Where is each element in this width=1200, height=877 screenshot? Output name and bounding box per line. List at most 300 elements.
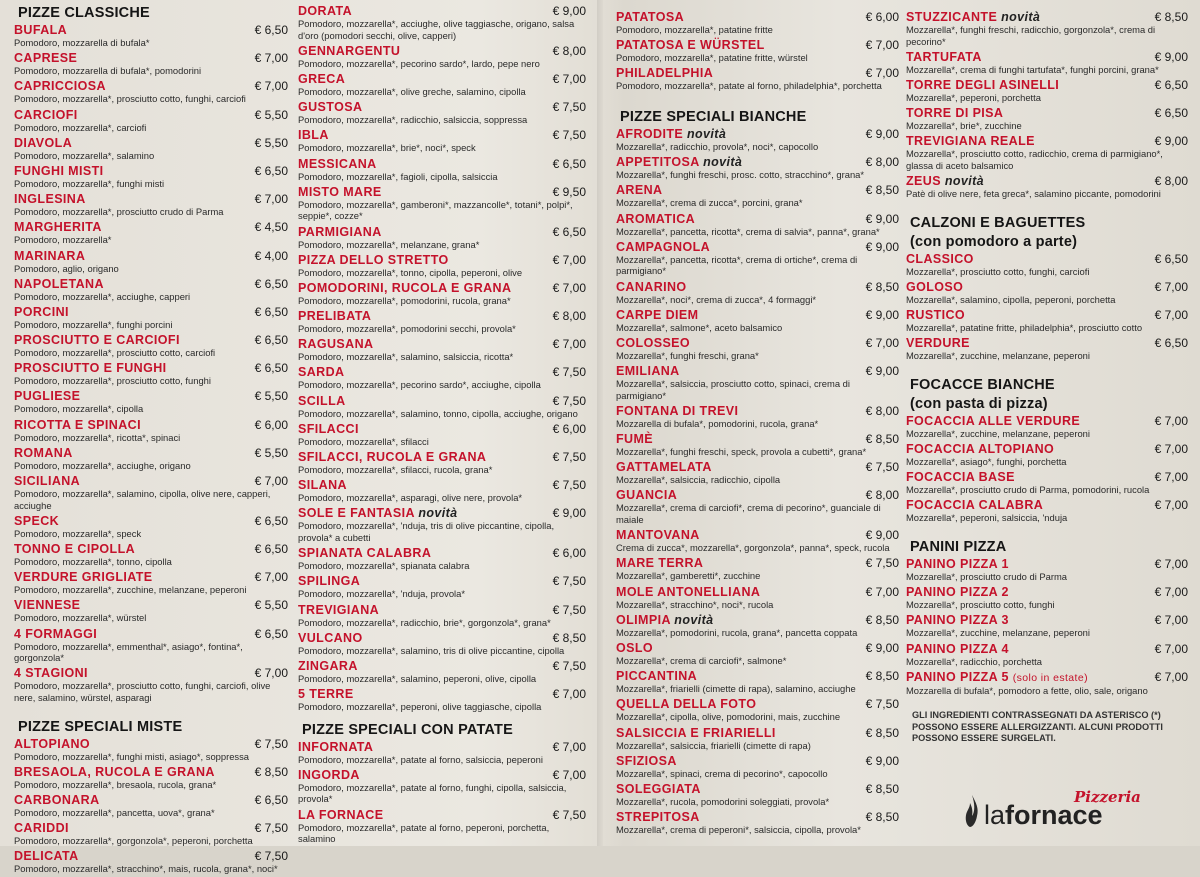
item-name: PROSCIUTTO E CARCIOFI xyxy=(14,333,180,348)
item-ingredients: Pomodoro, mozzarella*, sfilacci xyxy=(298,435,429,447)
menu-item xyxy=(298,225,586,251)
item-ingredients: Pomodoro, mozzarella*, patate al forno, philadelphia*, porchetta xyxy=(616,80,882,92)
item-price: € 6,00 xyxy=(552,546,586,561)
item-ingredients: Mozzarella*, pancetta, ricotta*, crema di ortiche*, crema di parmigiano* xyxy=(616,253,858,277)
item-name-line xyxy=(616,240,899,254)
menu-item xyxy=(616,613,899,639)
menu-column-4 xyxy=(906,10,1188,745)
item-name: PANINO PIZZA 5 xyxy=(906,669,1009,684)
item-ingredients: Pomodoro, mozzarella*, funghi misti xyxy=(14,177,165,189)
item-price: € 7,50 xyxy=(552,100,586,115)
item-ingredients: Mozzarella*, funghi freschi, grana* xyxy=(616,349,759,361)
item-name-line xyxy=(616,726,899,740)
item-price: € 7,50 xyxy=(552,574,586,589)
item-name-line xyxy=(906,613,1188,627)
item-name: ZEUS xyxy=(906,174,941,189)
item-price: € 7,50 xyxy=(254,736,288,751)
item-name: PANINO PIZZA 2 xyxy=(906,585,1009,600)
item-price: € 9,00 xyxy=(865,753,899,768)
item-name: PROSCIUTTO E FUNGHI xyxy=(14,361,167,376)
item-name: INGLESINA xyxy=(14,192,86,207)
item-price: € 7,00 xyxy=(1154,669,1188,684)
item-name-line xyxy=(14,418,288,432)
item-name-line xyxy=(14,108,288,122)
item-name: ARENA xyxy=(616,183,663,198)
item-name-line xyxy=(14,277,288,291)
item-name: MESSICANA xyxy=(298,156,377,171)
item-name: DORATA xyxy=(298,4,353,18)
item-name: CARPE DIEM xyxy=(616,307,699,322)
item-name: PUGLIESE xyxy=(14,389,81,404)
menu-item xyxy=(616,336,899,362)
item-name-line xyxy=(14,821,288,835)
item-ingredients: Pomodoro, mozzarella*, peperoni, olive taggiasche, cipolla xyxy=(298,701,542,713)
item-price: € 8,50 xyxy=(865,183,899,198)
item-name-line xyxy=(906,252,1188,266)
menu-item xyxy=(14,333,288,359)
item-name: PIZZA DELLO STRETTO xyxy=(298,252,449,267)
item-name-line xyxy=(14,598,288,612)
item-name: EMILIANA xyxy=(616,364,680,379)
menu-item xyxy=(14,514,288,540)
item-price: € 6,50 xyxy=(254,276,288,291)
menu-item xyxy=(616,460,899,486)
menu-item xyxy=(298,394,586,420)
item-ingredients: Pomodoro, mozzarella*, 'nduja, tris di olive piccantine, cipolla, provola* a cubetti xyxy=(298,520,555,543)
item-price: € 6,50 xyxy=(552,156,586,171)
item-ingredients: Pomodoro, mozzarella*, bresaola, rucola, grana* xyxy=(14,778,217,790)
page-fold xyxy=(597,0,603,846)
item-price: € 8,50 xyxy=(865,669,899,684)
item-name-line xyxy=(298,72,586,86)
menu-item xyxy=(14,220,288,246)
item-name-line xyxy=(616,38,899,52)
item-price: € 7,50 xyxy=(254,821,288,836)
menu-item xyxy=(616,364,899,401)
item-price: € 7,00 xyxy=(865,584,899,599)
item-ingredients: Pomodoro, mozzarella*, asparagi, olive nere, provola* xyxy=(298,492,523,504)
menu-item xyxy=(906,470,1188,496)
menu-item xyxy=(298,603,586,629)
menu-item xyxy=(616,38,899,64)
item-ingredients: Pomodoro, mozzarella*, funghi misti, asiago*, soppressa xyxy=(14,750,250,762)
item-ingredients: Pomodoro, mozzarella*, tonno, cipolla, peperoni, olive xyxy=(298,266,523,278)
item-ingredients: Mozzarella*, zucchine, melanzane, peperoni xyxy=(906,627,1090,639)
item-ingredients: Mozzarella*, radicchio, porchetta xyxy=(906,655,1043,667)
menu-item xyxy=(906,78,1188,104)
item-name: AFRODITE xyxy=(616,126,684,141)
menu-column-1 xyxy=(14,2,288,877)
item-name: DIAVOLA xyxy=(14,135,73,150)
item-name-line xyxy=(298,546,586,560)
item-price: € 9,00 xyxy=(1154,49,1188,64)
item-ingredients: Pomodoro, mozzarella*, pomodorini secchi, provola* xyxy=(298,323,516,335)
item-ingredients: Pomodoro, mozzarella*, speck xyxy=(14,527,142,539)
menu-item xyxy=(616,155,899,181)
item-tag: (solo in estate) xyxy=(1012,671,1088,684)
item-name: PRELIBATA xyxy=(298,309,372,324)
item-tag: novità xyxy=(674,612,714,627)
item-ingredients: Patè di olive nere, feta greca*, salamino piccante, pomodorini xyxy=(906,188,1161,200)
item-ingredients: Pomodoro, mozzarella*, acciughe, origano xyxy=(14,459,191,471)
item-name: GENNARGENTU xyxy=(298,43,401,58)
item-name: SPIANATA CALABRA xyxy=(298,546,432,561)
item-ingredients: Pomodoro, mozzarella*, stracchino*, mais, rucola, grana*, noci* xyxy=(14,863,278,875)
item-price: € 6,00 xyxy=(865,10,899,24)
item-price: € 6,50 xyxy=(254,304,288,319)
item-name: PARMIGIANA xyxy=(298,224,382,239)
item-tag: novità xyxy=(418,506,458,521)
item-name: VULCANO xyxy=(298,630,363,645)
item-ingredients: Pomodoro, mozzarella di bufala* xyxy=(14,37,150,48)
item-name-line xyxy=(14,220,288,234)
item-ingredients: Mozzarella*, funghi freschi, prosc. cotto, stracchino*, grana* xyxy=(616,169,865,181)
item-price: € 7,50 xyxy=(552,450,586,464)
menu-item xyxy=(14,361,288,387)
logo-tagline: Pizzeria xyxy=(1074,788,1141,806)
item-name: PORCINI xyxy=(14,304,69,319)
item-ingredients: Mozzarella*, noci*, crema di zucca*, 4 formaggi* xyxy=(616,293,817,305)
item-name: GATTAMELATA xyxy=(616,460,712,475)
item-name-line xyxy=(616,460,899,474)
menu-item xyxy=(298,128,586,154)
item-name: SPECK xyxy=(14,513,60,528)
item-name-line xyxy=(906,470,1188,484)
item-name: MANTOVANA xyxy=(616,528,700,543)
item-price: € 6,50 xyxy=(254,513,288,528)
menu-item xyxy=(298,281,586,307)
menu-item xyxy=(14,793,288,819)
menu-item xyxy=(616,240,899,277)
pizzeria-logo xyxy=(964,788,1164,838)
item-ingredients: Pomodoro, mozzarella*, prosciutto cotto, funghi xyxy=(14,375,211,387)
item-name-line xyxy=(616,810,899,824)
item-price: € 7,00 xyxy=(254,192,288,207)
item-price: € 8,00 xyxy=(1154,174,1188,189)
item-name-line xyxy=(616,432,899,446)
item-price: € 7,50 xyxy=(865,460,899,475)
item-ingredients: Pomodoro, mozzarella*, gorgonzola*, peperoni, porchetta xyxy=(14,835,253,847)
menu-item xyxy=(14,305,288,331)
section-title: PIZZE CLASSICHE xyxy=(18,5,150,21)
item-price: € 7,00 xyxy=(552,767,586,782)
item-price: € 7,00 xyxy=(1154,308,1188,323)
item-ingredients: Pomodoro, mozzarella*, emmenthal*, asiago*, fontina*, gorgonzola* xyxy=(14,640,243,664)
item-name: 4 FORMAGGI xyxy=(14,626,98,641)
item-name-line xyxy=(14,542,288,556)
item-name-line xyxy=(616,155,899,169)
item-ingredients: Pomodoro, mozzarella*, acciughe, olive taggiasche, origano, salsa d'oro (pomodori secchi, olive, capperi) xyxy=(298,18,575,41)
item-name-line xyxy=(906,174,1188,188)
item-name-line xyxy=(298,100,586,114)
item-tag: novità xyxy=(944,174,985,189)
item-name-line xyxy=(298,309,586,323)
menu-item xyxy=(14,821,288,847)
menu-item xyxy=(298,659,586,685)
item-name-line xyxy=(906,308,1188,322)
item-name: MARE TERRA xyxy=(616,556,704,571)
menu-item xyxy=(298,478,586,504)
item-name-line xyxy=(298,631,586,645)
item-ingredients: Pomodoro, mozzarella*, pancetta, uova*, grana* xyxy=(14,806,215,818)
menu-item xyxy=(298,72,586,98)
item-name-line xyxy=(616,782,899,796)
item-name-line xyxy=(14,192,288,206)
item-name: SALSICCIA E FRIARIELLI xyxy=(616,725,776,740)
item-price: € 6,50 xyxy=(1154,106,1188,121)
item-ingredients: Pomodoro, mozzarella*, tonno, cipolla xyxy=(14,555,172,567)
menu-item xyxy=(298,450,586,476)
item-name: PHILADELPHIA xyxy=(616,66,714,81)
item-price: € 7,00 xyxy=(1154,557,1188,572)
item-name: GOLOSO xyxy=(906,279,964,294)
item-ingredients: Pomodoro, mozzarella*, radicchio, brie*, gorgonzola*, grana* xyxy=(298,616,551,628)
item-name: FUMÈ xyxy=(616,432,654,447)
item-name-line xyxy=(616,308,899,322)
item-name: BUFALA xyxy=(14,23,68,37)
item-name: FUNGHI MISTI xyxy=(14,163,104,178)
item-price: € 9,00 xyxy=(1154,134,1188,149)
item-name-line xyxy=(906,106,1188,120)
item-name-line xyxy=(616,613,899,627)
item-name-line xyxy=(906,585,1188,599)
item-name-line xyxy=(298,157,586,171)
item-name-line xyxy=(906,557,1188,571)
menu-item xyxy=(298,808,586,845)
item-name-line xyxy=(14,666,288,680)
item-ingredients: Pomodoro, mozzarella*, olive greche, salamino, cipolla xyxy=(298,85,526,97)
item-name-line xyxy=(616,280,899,294)
item-name: IBLA xyxy=(298,128,329,143)
menu-item xyxy=(14,849,288,875)
item-name-line xyxy=(14,79,288,93)
item-ingredients: Pomodoro, mozzarella*, sfilacci, rucola, grana* xyxy=(298,464,493,475)
item-ingredients: Mozzarella*, gamberetti*, zucchine xyxy=(616,570,761,582)
item-name-line xyxy=(616,697,899,711)
item-name: QUELLA DELLA FOTO xyxy=(616,697,757,712)
item-ingredients: Mozzarella*, zucchine, melanzane, peperoni xyxy=(906,350,1090,362)
item-name-line xyxy=(14,793,288,807)
item-price: € 7,00 xyxy=(1154,613,1188,628)
item-name-line xyxy=(14,51,288,65)
item-ingredients: Pomodoro, mozzarella*, prosciutto crudo di Parma xyxy=(14,206,224,218)
item-name: PANINO PIZZA 1 xyxy=(906,557,1009,572)
item-name: CARCIOFI xyxy=(14,107,78,122)
item-name-line xyxy=(298,185,586,199)
item-price: € 9,00 xyxy=(865,528,899,543)
item-price: € 7,50 xyxy=(865,556,899,571)
item-ingredients: Mozzarella*, salmone*, aceto balsamico xyxy=(616,321,783,333)
menu-item xyxy=(298,253,586,279)
item-price: € 6,50 xyxy=(1154,251,1188,266)
item-name: CANARINO xyxy=(616,279,687,294)
item-price: € 9,00 xyxy=(865,239,899,254)
item-name-line xyxy=(298,128,586,142)
item-name-line xyxy=(298,4,586,18)
item-price: € 5,50 xyxy=(254,107,288,122)
item-name-line xyxy=(616,10,899,24)
item-ingredients: Mozzarella di bufala*, pomodoro a fette, olio, sale, origano xyxy=(906,684,1148,696)
item-name: FOCACCIA ALLE VERDURE xyxy=(906,413,1081,428)
item-ingredients: Pomodoro, mozzarella*, salamino, peperoni, olive, cipolla xyxy=(298,672,537,684)
item-name: VERDURE GRIGLIATE xyxy=(14,570,153,585)
item-tag: novità xyxy=(686,126,727,141)
menu-item xyxy=(616,432,899,458)
item-name-line xyxy=(298,574,586,588)
item-price: € 8,50 xyxy=(865,279,899,294)
menu-item xyxy=(906,252,1188,278)
item-name-line xyxy=(906,642,1188,656)
item-ingredients: Crema di zucca*, mozzarella*, gorgonzola*, panna*, speck, rucola xyxy=(616,542,890,554)
item-name: RICOTTA E SPINACI xyxy=(14,417,141,432)
item-name: MARGHERITA xyxy=(14,220,102,235)
menu-item xyxy=(14,136,288,162)
menu-item xyxy=(14,474,288,511)
item-name: MOLE ANTONELLIANA xyxy=(616,584,761,599)
item-tag: novità xyxy=(1001,10,1041,24)
item-name-line xyxy=(14,164,288,178)
item-name-line xyxy=(298,44,586,58)
item-price: € 7,00 xyxy=(1154,498,1188,513)
menu-item xyxy=(298,546,586,572)
menu-item xyxy=(616,782,899,808)
item-name: SOLE E FANTASIA xyxy=(298,506,415,521)
item-name-line xyxy=(14,136,288,150)
item-tag: novità xyxy=(703,155,743,170)
item-price: € 8,50 xyxy=(865,725,899,740)
section-subtitle: (con pasta di pizza) xyxy=(910,395,1048,412)
item-ingredients: Pomodoro, mozzarella*, pomodorini, rucola, grana* xyxy=(298,294,511,306)
menu-item xyxy=(616,697,899,723)
item-name-line xyxy=(14,305,288,319)
item-name-line xyxy=(14,627,288,641)
item-name: DELICATA xyxy=(14,849,79,864)
item-name: SOLEGGIATA xyxy=(616,781,701,796)
item-ingredients: Pomodoro, mozzarella*, salamino, tonno, cipolla, acciughe, origano xyxy=(298,407,578,419)
item-ingredients: Mozzarella*, salsiccia, prosciutto cotto, spinaci, crema di parmigiano* xyxy=(616,378,850,401)
item-name-line xyxy=(14,514,288,528)
item-name-line xyxy=(616,488,899,502)
item-ingredients: Pomodoro, mozzarella*, patate al forno, salsiccia, peperoni xyxy=(298,753,543,765)
menu-item xyxy=(616,641,899,667)
item-name: INFORNATA xyxy=(298,739,374,754)
item-ingredients: Mozzarella*, salsiccia, friarielli (cimette di rapa) xyxy=(616,739,811,751)
item-price: € 7,50 xyxy=(552,478,586,493)
item-ingredients: Mozzarella*, brie*, zucchine xyxy=(906,120,1022,132)
item-price: € 7,00 xyxy=(254,474,288,488)
item-ingredients: Pomodoro, mozzarella*, pecorino sardo*, lardo, pepe nero xyxy=(298,57,540,69)
item-price: € 8,00 xyxy=(552,43,586,58)
item-ingredients: Mozzarella*, asiago*, funghi, porchetta xyxy=(906,456,1067,468)
item-name-line xyxy=(906,442,1188,456)
item-name-line xyxy=(616,754,899,768)
menu-item xyxy=(906,174,1188,200)
item-name-line xyxy=(906,134,1188,148)
item-price: € 8,50 xyxy=(552,630,586,645)
menu-item xyxy=(298,740,586,766)
item-ingredients: Mozzarella*, stracchino*, noci*, rucola xyxy=(616,598,774,610)
item-price: € 6,50 xyxy=(1154,336,1188,351)
menu-item xyxy=(14,570,288,596)
menu-item xyxy=(14,666,288,703)
menu-item xyxy=(298,687,586,713)
item-price: € 7,00 xyxy=(1154,413,1188,428)
menu-item xyxy=(906,414,1188,440)
item-ingredients: Mozzarella*, zucchine, melanzane, peperoni xyxy=(906,427,1090,439)
item-name: ROMANA xyxy=(14,445,73,460)
item-name: STUZZICANTE xyxy=(906,10,998,24)
item-name-line xyxy=(906,78,1188,92)
menu-item xyxy=(298,100,586,126)
item-ingredients: Pomodoro, mozzarella*, 'nduja, provola* xyxy=(298,588,465,600)
item-name-line xyxy=(298,808,586,822)
item-price: € 7,50 xyxy=(552,602,586,617)
item-ingredients: Mozzarella di bufala*, pomodorini, rucola, grana* xyxy=(616,417,819,429)
item-ingredients: Pomodoro, mozzarella*, radicchio, salsiccia, soppressa xyxy=(298,114,528,126)
item-name-line xyxy=(298,365,586,379)
menu-column-2 xyxy=(298,4,586,847)
menu-item xyxy=(906,670,1188,697)
menu-item xyxy=(616,585,899,611)
item-name-line xyxy=(616,556,899,570)
item-price: € 8,50 xyxy=(254,764,288,779)
item-name-line xyxy=(616,404,899,418)
item-name: MARINARA xyxy=(14,248,86,263)
item-ingredients: Mozzarella*, funghi freschi, radicchio, gorgonzola*, crema di pecorino* xyxy=(906,24,1156,47)
item-price: € 7,00 xyxy=(1154,470,1188,485)
menu-item xyxy=(906,613,1188,639)
item-ingredients: Pomodoro, mozzarella*, fagioli, cipolla, salsiccia xyxy=(298,170,498,182)
item-name: ALTOPIANO xyxy=(14,736,91,751)
item-ingredients: Mozzarella*, pancetta, ricotta*, crema di salvia*, panna*, grana* xyxy=(616,225,880,237)
item-ingredients: Pomodoro, mozzarella*, patatine fritte xyxy=(616,24,773,35)
item-ingredients: Mozzarella*, prosciutto crudo di Parma, pomodorini, rucola xyxy=(906,484,1150,496)
logo-brand xyxy=(984,800,1103,830)
item-name: ZINGARA xyxy=(298,658,358,673)
item-price: € 7,50 xyxy=(254,849,288,864)
item-name-line xyxy=(906,10,1188,24)
section-title: PIZZE SPECIALI MISTE xyxy=(18,718,183,735)
menu-item xyxy=(298,157,586,183)
menu-item xyxy=(298,185,586,222)
item-price: € 8,00 xyxy=(865,403,899,418)
item-name: SFILACCI, RUCOLA E GRANA xyxy=(298,450,487,464)
item-ingredients: Pomodoro, mozzarella*, patate al forno, funghi, cipolla, salsiccia, provola* xyxy=(298,781,567,805)
item-name: OSLO xyxy=(616,640,654,655)
item-ingredients: Mozzarella*, pomodorini, rucola, grana*, pancetta coppata xyxy=(616,626,858,638)
item-price: € 9,00 xyxy=(865,126,899,141)
item-name-line xyxy=(906,670,1188,685)
item-name: FONTANA DI TREVI xyxy=(616,403,739,418)
item-name-line xyxy=(298,603,586,617)
item-price: € 7,00 xyxy=(865,66,899,81)
item-price: € 8,50 xyxy=(865,612,899,627)
item-name-line xyxy=(14,765,288,779)
menu-item xyxy=(298,44,586,70)
item-ingredients: Pomodoro, mozzarella*, melanzane, grana* xyxy=(298,238,480,250)
item-ingredients: Mozzarella*, funghi freschi, speck, provola a cubetti*, grana* xyxy=(616,446,867,458)
item-ingredients: Mozzarella*, crema di carciofi*, salmone* xyxy=(616,654,787,666)
menu-item xyxy=(14,108,288,134)
item-price: € 5,50 xyxy=(254,598,288,613)
item-name-line xyxy=(298,394,586,408)
item-price: € 8,50 xyxy=(865,810,899,825)
item-ingredients: Mozzarella*, radicchio, provola*, noci*, capocollo xyxy=(616,140,819,152)
item-price: € 7,00 xyxy=(1154,585,1188,600)
item-price: € 5,50 xyxy=(254,445,288,460)
item-name-line xyxy=(298,281,586,295)
menu-item xyxy=(616,10,899,36)
